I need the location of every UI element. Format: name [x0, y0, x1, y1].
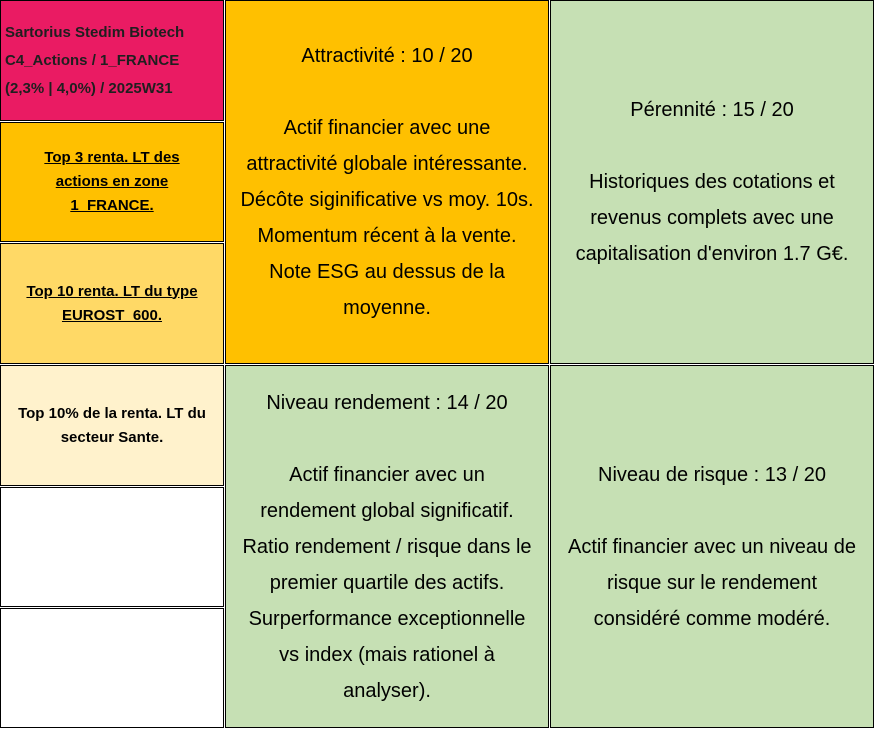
rendement-body: Actif financier avec un rendement global significatif. Ratio rendement / risque dans le premier quartile des actifs. Surperformance exceptionnelle vs index (mais rationel à analyser). [242, 463, 532, 702]
perennite-title: Pérennité : 15 / 20 [630, 99, 794, 121]
risque-title: Niveau de risque : 13 / 20 [598, 463, 826, 486]
attractivite-block [225, 0, 549, 364]
risque-block [550, 365, 874, 728]
ranking-top10pct [0, 365, 224, 486]
risque-body: Actif financier avec un niveau de risque sur le rendement considéré comme modéré. [568, 535, 856, 630]
empty-cell-1 [0, 487, 224, 607]
empty-cell-2 [0, 608, 224, 728]
perennite-block [550, 0, 874, 364]
attractivite-body: Actif financier avec une attractivité globale intéressante. Décôte siginificative vs moy. 10s. Momentum récent à la vente. Note ESG au dessus de la moyenne. [240, 117, 534, 319]
asset-name: Sartorius Stedim Biotech [5, 23, 185, 41]
attractivite-title: Attractivité : 10 / 20 [301, 45, 473, 67]
ranking-top10 [0, 243, 224, 364]
asset-category: C4_Actions / 1_FRANCE [5, 51, 180, 69]
asset-period: (2,3% | 4,0%) / 2025W31 [5, 79, 173, 97]
asset-header [0, 0, 224, 121]
ranking-top10pct-text: Top 10% de la renta. LT du secteur Sante. [18, 404, 206, 446]
ranking-top3 [0, 122, 224, 242]
ranking-top10-text: Top 10 renta. LT du type EUROST_600. [26, 282, 198, 324]
rendement-title: Niveau rendement : 14 / 20 [266, 391, 508, 414]
perennite-body: Historiques des cotations et revenus complets avec une capitalisation d'environ 1.7 G€. [575, 171, 849, 265]
ranking-top3-text: Top 3 renta. LT des actions en zone 1_FRANCE. [44, 149, 180, 214]
rendement-block [225, 365, 549, 728]
